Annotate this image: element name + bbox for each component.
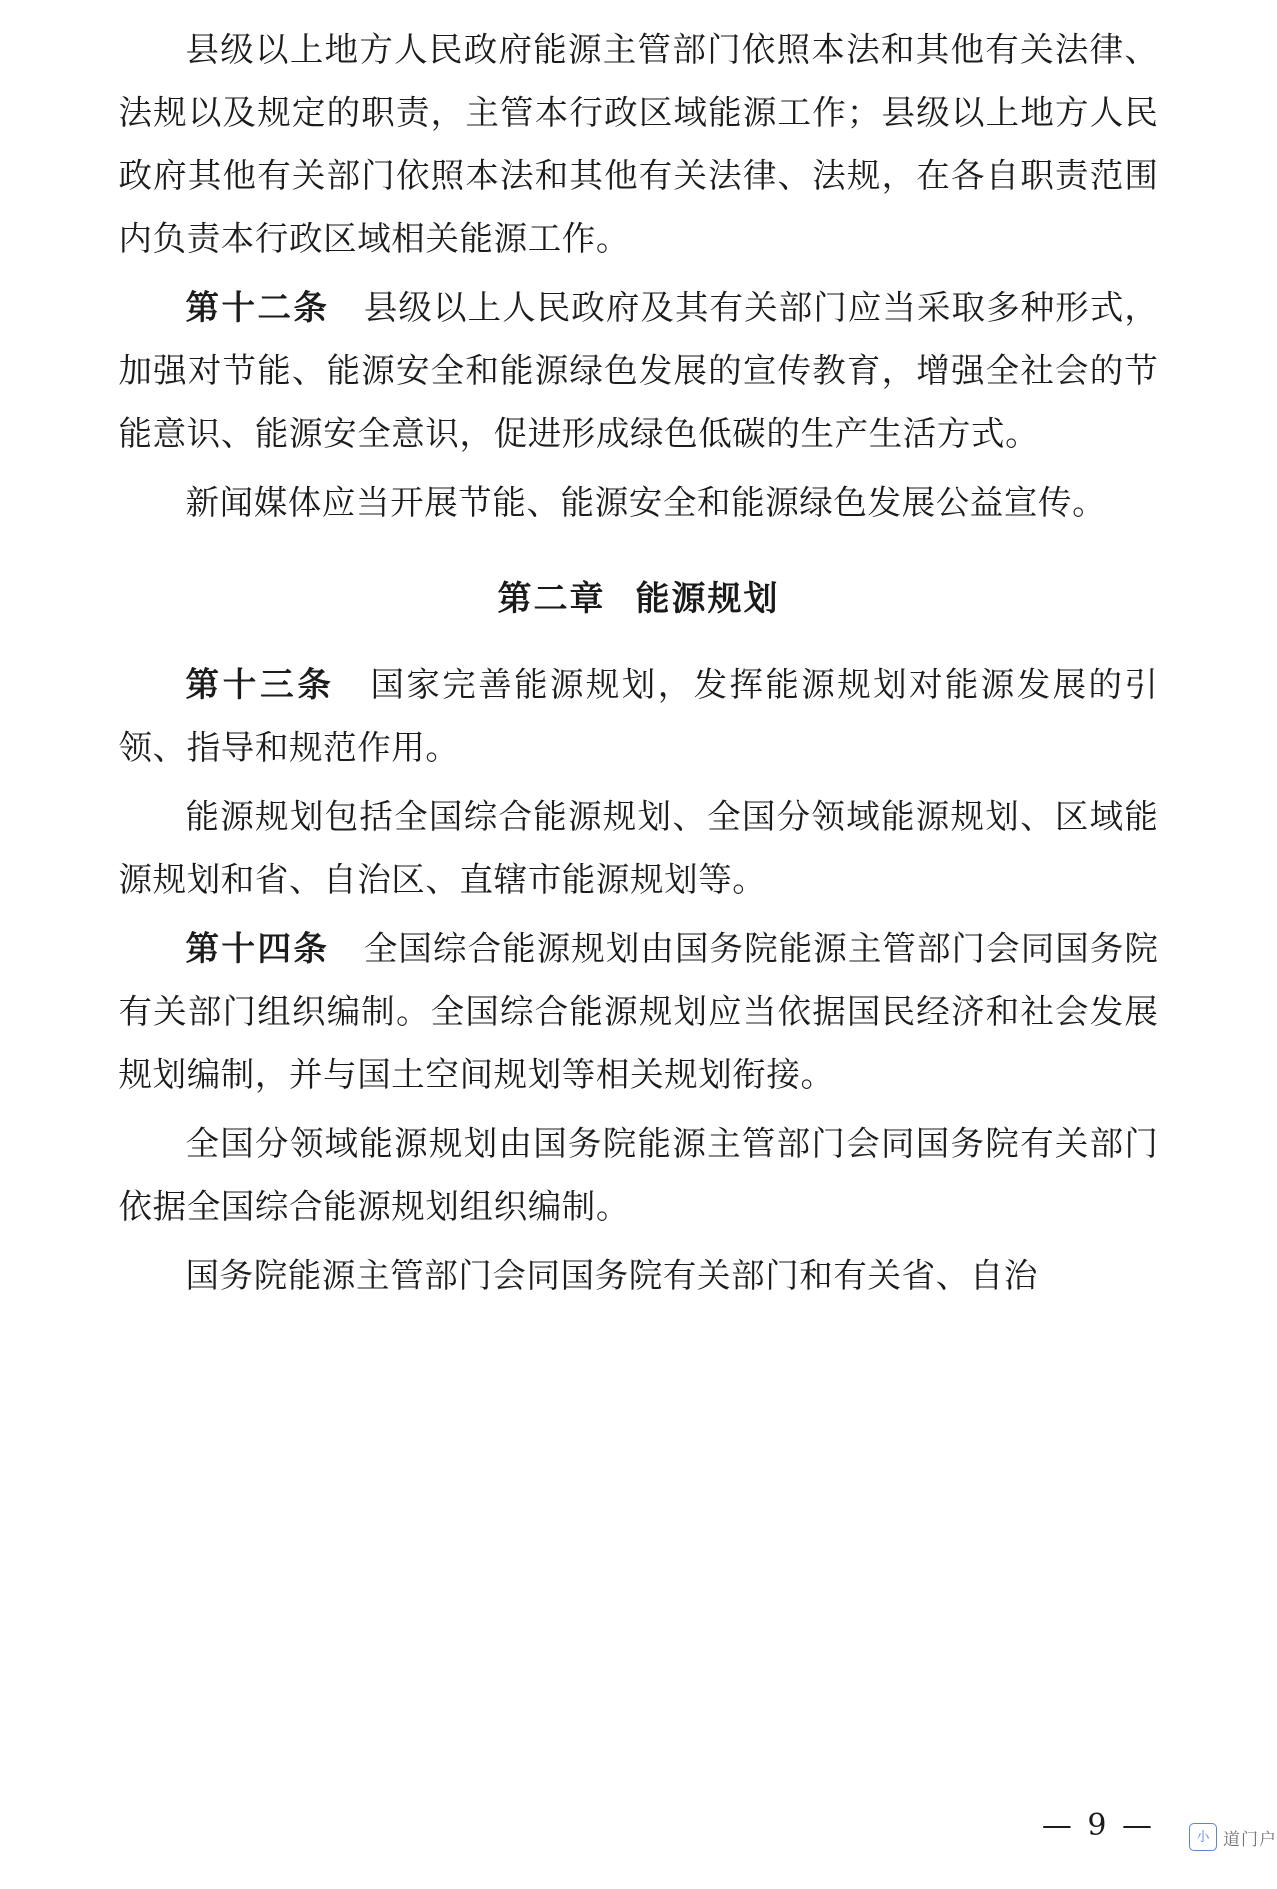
paragraph-text: 能源规划包括全国综合能源规划、全国分领域能源规划、区域能源规划和省、自治区、直辖市能源规划等。 (118, 797, 1159, 899)
watermark-logo-icon: 小 (1189, 1823, 1217, 1851)
paragraph-media-publicity (119, 471, 1159, 534)
paragraph-regional-plan (119, 1244, 1159, 1307)
paragraph-article-13 (119, 653, 1159, 779)
chapter-number: 第二章 (497, 579, 606, 619)
paragraph-text: 国务院能源主管部门会同国务院有关部门和有关省、自治 (185, 1256, 1038, 1295)
paragraph-article-14 (119, 917, 1159, 1106)
chapter-title: 能源规划 (635, 579, 780, 619)
document-body (119, 18, 1159, 1307)
paragraph-article-12 (119, 276, 1159, 465)
watermark (1189, 1823, 1277, 1851)
paragraph-text: 县级以上地方人民政府能源主管部门依照本法和其他有关法律、法规以及规定的职责，主管本行政区域能源工作；县级以上地方人民政府其他有关部门依照本法和其他有关法律、法规，在各自职责范围内负责本行政区域相关能源工作。 (118, 30, 1159, 258)
paragraph-sector-plan (119, 1112, 1159, 1238)
chapter-heading (119, 568, 1159, 631)
page-number: — 9 — (1041, 1808, 1155, 1843)
paragraph-text: 国家完善能源规划，发挥能源规划对能源发展的引领、指导和规范作用。 (118, 665, 1159, 767)
paragraph-text: 县级以上人民政府及其有关部门应当采取多种形式，加强对节能、能源安全和能源绿色发展的宣传教育，增强全社会的节能意识、能源安全意识，促进形成绿色低碳的生产生活方式。 (118, 288, 1159, 453)
article-label: 第十二条 (185, 288, 330, 327)
paragraph-text: 全国综合能源规划由国务院能源主管部门会同国务院有关部门组织编制。全国综合能源规划应当依据国民经济和社会发展规划编制，并与国土空间规划等相关规划衔接。 (118, 929, 1159, 1094)
article-label: 第十三条 (185, 665, 335, 704)
paragraph-plan-scope (119, 785, 1159, 911)
paragraph-text: 新闻媒体应当开展节能、能源安全和能源绿色发展公益宣传。 (185, 483, 1107, 522)
paragraph-text: 全国分领域能源规划由国务院能源主管部门会同国务院有关部门依据全国综合能源规划组织编制。 (118, 1124, 1159, 1226)
paragraph-article-11-continued (119, 18, 1159, 270)
watermark-label: 道门户 (1223, 1829, 1277, 1850)
article-label: 第十四条 (185, 929, 330, 968)
